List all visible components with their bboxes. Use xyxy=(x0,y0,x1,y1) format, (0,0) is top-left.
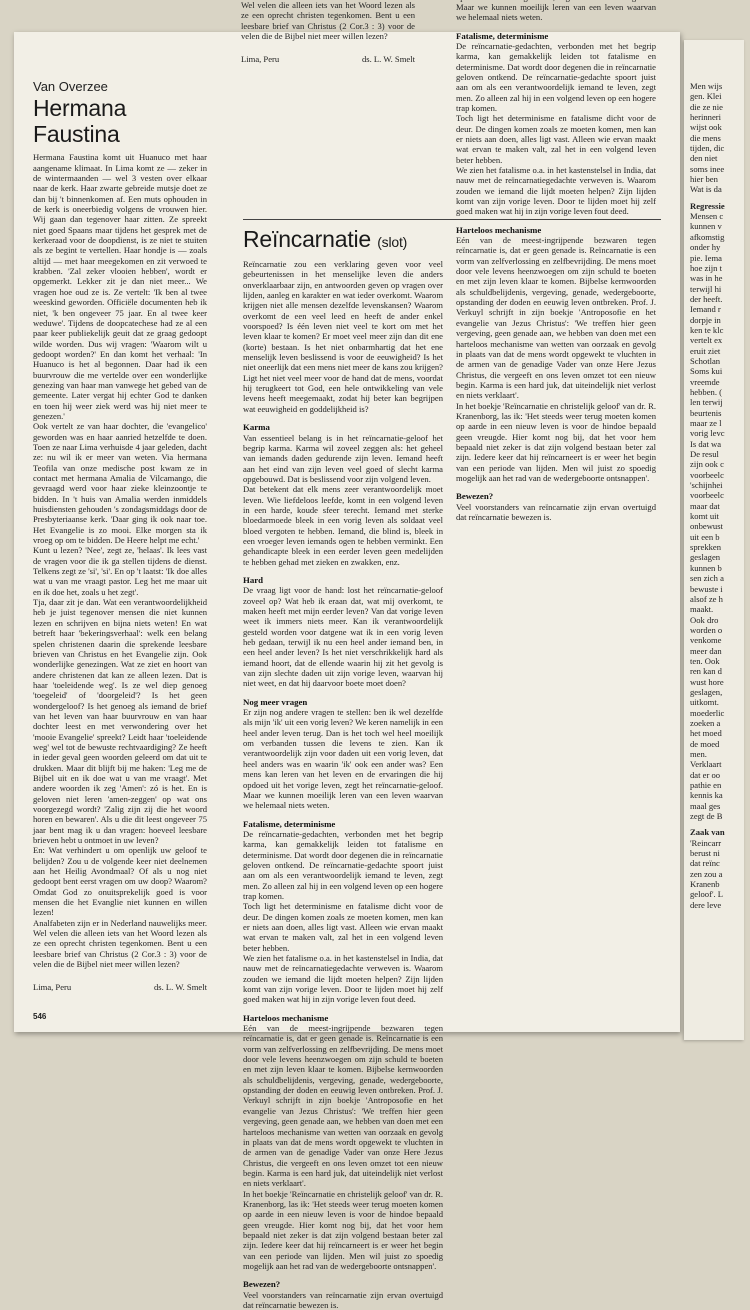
section-heading: Fatalisme, determinisme xyxy=(456,30,549,41)
paragraph: Ook vertelt ze van haar dochter, die 'evangelico' geworden was en haar aanried hetzelfde te doen. Toen ze naar Lima verhuisde 4 jaar geleden, dacht ze: nu wil ik er meer van weten. Via hermana Teofila van onze medische post kwam ze in contact met hermana Amalia de Vilcamango, die gevraagd werd voor haar zieke kleinzoontje te bidden. In 't huis van Amalia werden inmiddels huisdiensten gehouden 's zondagsmiddags door de Presbyteriaanse kerk. 'Daar ging ik ook naar toe. Het Evangelie is zo mooi. Elke morgen sta ik vroeg op om te bidden. De Heere helpt me echt.' xyxy=(33,421,207,546)
facing-page-line: alsof ze h xyxy=(690,593,723,604)
paragraph: De vraag ligt voor de hand: lost het reïncarnatie-geloof zoveel op? Wat heb ik eraan dat, wat mij overkomt, te maken heeft met mijn eerder leven? Van dat vorige leven weet ik immers niets meer. Kan ik verantwoordelijk gesteld worden voor datgene wat ik in een vorig leven heb gedaan, terwijl ik nu een heel ander iemand ben, in een heel ander leven? Is het niet verschrikkelijk hard als iemand hoort, dat de ellende waarin hij zit het gevolg is van zijn slechte daden uit zijn vorige leven, waarvan hij niet weet, en dat hij daarvoor boete moet doen? xyxy=(243,585,443,689)
article-column-2 xyxy=(243,224,443,1310)
facing-page-line: meer dan xyxy=(690,645,722,656)
facing-page-line: Ook dro xyxy=(690,614,719,625)
facing-page-line: 'schijnhei xyxy=(690,480,723,491)
paragraph: Analfabeten zijn er in Nederland nauwelijks meer. Wel velen die alleen iets van het Woord lezen als ze een oprecht christen tegenkomen. Bent u een leesbare brief van Christus (2 Cor.3 : 3) voor de velen die de Bijbel niet meer willen lezen? xyxy=(33,917,207,970)
paragraph: Eén van de meest-ingrijpende bezwaren tegen reïncarnatie is, dat er geen genade is. Reïncarnatie is een vorm van zelfverlossing en zelfbevrijding. De mens moet door vele levens heenzwoegen om zijn schuld te boeten en met zijn leven klaar te komen. Bijbelse kernwoorden als schuldbelijdenis, vergeving, genade, wedergeboorte, opstanding der doden en eeuwig leven ontbreken. Prof. J. Verkuyl schrijft in zijn boekje 'Antroposofie en het evangelie van Jezus Christus': 'We treffen hier geen vergeving, geen genade aan, we hebben van doen met een harteloos mechanisme van wetten van oorzaak en gevolg in plaats van dat de mens wordt opgewekt te vluchten in de armen van de genadige Vader van onze Here Jezus Christus, die vergeeft en ons leven omzet tot een nieuw begin. Karma is een hard juk, dat uiteindelijk niet verlost en niets verklaart'. xyxy=(243,1023,443,1189)
facing-page-line: herinneri xyxy=(690,112,722,123)
facing-page-line: beurtenis xyxy=(690,407,722,418)
facing-page-line: venkome xyxy=(690,635,722,646)
section-label: Van Overzee xyxy=(33,79,108,94)
facing-page-line: ten. Ook xyxy=(690,655,720,666)
facing-page-line: Verklaart xyxy=(690,759,722,770)
paragraph: We zien het fatalisme o.a. in het kastenstelsel in India, dat nauw met de reïncarnatiegedachte verweven is. Waarom zouden we iemand die lijdt moeten helpen? Zijn lijden komt van zijn vorige leven. Door te lijden moet hij zelf goed maken wat hij in zijn vorige leven fout deed. xyxy=(456,165,656,217)
facing-page-line: den niet xyxy=(690,153,718,164)
facing-page-line: Men wijs xyxy=(690,81,723,91)
facing-page-line: zijn ook c xyxy=(690,459,724,470)
facing-page-line: len terwij xyxy=(690,397,723,408)
facing-page-line: wust hore xyxy=(690,676,724,687)
facing-page-line: Soms kui xyxy=(690,366,723,377)
facing-page-line: onder hy xyxy=(690,242,721,253)
facing-page-line: maakt. xyxy=(690,604,714,615)
facing-page-line: de moed xyxy=(690,738,720,749)
facing-page-line: tijden, dic xyxy=(690,143,725,154)
facing-page-line: 'Reincarr xyxy=(690,837,722,848)
facing-page-line: terwijl hi xyxy=(690,283,722,294)
facing-page-line: Zaak van xyxy=(690,827,725,838)
facing-page-line: voorbeelc xyxy=(690,469,724,480)
facing-page-line: pathie en xyxy=(690,780,722,791)
paragraph: Dat betekent dat elk mens zeer verantwoordelijk moet leven. Wie liefdeloos leefde, komt in een volgend leven in een harde, koude sfeer terecht. Iemand met sterke bloedarmoede bleek in een vorig leven als soldaat veel bloed vergoten te hebben. Iemand, die blind is, bleek in een vroeger leven iemands ogen te hebben verminkt. Een gehandicapte bleek in een eerder leven geen medelijden te hebben gehad met zieken en zwakken, enz. xyxy=(243,484,443,567)
paragraph: In het boekje 'Reïncarnatie en christelijk geloof' van dr. R. Kranenborg, las ik: 'Het steeds weer terug moeten komen op aarde in een nieuw leven is voor de hindoe bepaald geen vreugde. Hier komt nog bij, dat het voor hem bepaald niet zeker is dat zijn volgend bestaan beter zal zijn. Iedere keer dat hij reïncarneert is er weer het begin van een periode van lijden. Men wil juist zo spoedig mogelijk aan het rad van de wedergeboorte ontsnappen'. xyxy=(456,400,656,483)
section-heading: Harteloos mechanisme xyxy=(456,224,542,235)
facing-page-line: Regressie xyxy=(690,200,725,211)
facing-page-line: vreemde xyxy=(690,376,720,387)
section-heading: Karma xyxy=(243,422,270,433)
paragraph: We zien het fatalisme o.a. in het kastenstelsel in India, dat nauw met de reïncarnatiegedachte verweven is. Waarom zouden we iemand die lijdt moeten helpen? Zijn lijden komt van zijn vorige leven. Door te lijden moet hij zelf goed maken wat hij in zijn vorige leven fout deed. xyxy=(243,953,443,1005)
article-column-1-continued xyxy=(241,0,415,216)
paragraph: De reïncarnatie-gedachten, verbonden met het begrip karma, kan gemakkelijk leiden tot fatalisme en determinisme. Dat wordt door degenen die in reïncarnatie geloven ontkend. De reïncarnatie-gedachte spoort juist aan om als een verantwoordelijk iemand te leven, zegt men. Zo alleen zal hij in een volgend leven op een hogere trap komen. xyxy=(243,828,443,901)
article-body xyxy=(33,152,207,992)
facing-page xyxy=(684,40,744,1040)
facing-page-line: maar dat xyxy=(690,500,720,511)
article-column-1 xyxy=(33,79,207,1010)
facing-page-line: Wat is da xyxy=(690,184,722,195)
page-number: 546 xyxy=(33,1012,47,1021)
article-subtitle: (slot) xyxy=(377,234,408,250)
paragraph: Kunt u lezen? 'Nee', zegt ze, 'helaas'. Ik lees vast de vragen voor die ik ga stellen tijdens de dienst. Telkens zegt ze 'si', 'si'. En op 't laatst: 'Ik doe alles wat u van me vraagt pastor. Leg het me maar uit en ik doe het, zoals u het zegt'. xyxy=(33,545,207,597)
article-title: Hermana Faustina xyxy=(33,95,127,148)
facing-page-line: kennis ka xyxy=(690,790,723,801)
facing-page-line: vertelt ex xyxy=(690,335,723,346)
section-heading: Hard xyxy=(243,574,264,585)
section-heading: Bewezen? xyxy=(456,491,494,502)
facing-page-line: Mensen c xyxy=(690,211,724,222)
facing-page-line: hebben. ( xyxy=(690,386,722,397)
reincarnatie-article xyxy=(243,224,443,1310)
facing-page-line: gen. Klei xyxy=(690,91,722,102)
reincarnatie-article xyxy=(456,0,656,522)
article-title-text: Reïncarnatie xyxy=(243,226,372,252)
paragraph: Toch ligt het determinisme en fatalisme dicht voor de deur. De dingen komen zoals ze moeten komen, men kan er niets aan doen, alles ligt vast. Alleen wie ervan maakt wat ervan te maken valt, zal het in een volgend leven beter hebben. xyxy=(243,901,443,953)
article-column-2-continued xyxy=(456,1,656,1012)
paragraph: Er zijn nog andere vragen te stellen: ben ik wel dezelfde als mijn 'ik' uit een vorig leven? We keren namelijk in een heel ander leven terug. Dan is het toch wel heel moeilijk om verbanden tussen die levens te zien. Kan ik verantwoordelijk zijn voor daden uit een vorig leven, dat heel anders was en waarin 'ik' ook een ander was? Een mens kan leren van het leven en de ervaringen die hij opdoed uit het vorige leven, zegt het reïncarnatie-geloof. Maar we kunnen moeilijk leren van een leven waarvan we helemaal niets weten. xyxy=(243,707,443,811)
signature xyxy=(33,982,207,992)
facing-page-line: men. xyxy=(690,749,707,759)
facing-page-line: dorpje in xyxy=(690,314,721,325)
faustina-article xyxy=(33,79,207,992)
facing-page-line: berust ni xyxy=(690,848,720,859)
facing-page-line: hoe zijn t xyxy=(690,262,722,273)
faustina-article xyxy=(241,0,415,64)
paragraph: En: Wat verhindert u om openlijk uw geloof te belijden? Zou u de volgende keer niet deelnemen aan het Heilig Avondmaal? Of als u nog niet gedoopt bent eerst vragen om uw doop? Waarom? Omdat God zo onuitsprekelijk goed is voor mensen die het Evanglie niet kunnen en willen lezen! xyxy=(33,845,207,918)
facing-page-line: worden o xyxy=(690,624,723,635)
section-heading: Nog meer vragen xyxy=(243,696,308,707)
facing-page-line: komt uit xyxy=(690,511,719,522)
signature-author: ds. L. W. Smelt xyxy=(153,981,207,992)
facing-page-line: soms inee xyxy=(690,163,725,174)
facing-page-line: voorbeelc xyxy=(690,490,724,501)
article-title xyxy=(243,226,443,255)
facing-page-line: kunnen b xyxy=(690,562,722,573)
facing-page-line: Schotlan xyxy=(690,355,721,366)
section-heading: Fatalisme, determinisme xyxy=(243,818,336,829)
facing-page-line: dat er oo xyxy=(690,769,721,780)
facing-page-column xyxy=(690,81,750,910)
facing-page-line: ken te klc xyxy=(690,324,724,335)
facing-page-line: uitkomt. xyxy=(690,697,719,708)
facing-page-line: geslagen xyxy=(690,552,721,563)
facing-page-line: die ze nie xyxy=(690,101,723,112)
facing-page-line: maal ges xyxy=(690,800,721,811)
facing-page-line: zoeken a xyxy=(690,717,721,728)
facing-page-line: dere leve xyxy=(690,899,722,910)
facing-page-line: pie. Iema xyxy=(690,252,722,263)
facing-page-line: sen zich a xyxy=(690,573,724,584)
paragraph: De reïncarnatie-gedachten, verbonden met het begrip karma, kan gemakkelijk leiden tot fatalisme en determinisme. Dat wordt door degenen die in reïncarnatie geloven ontkend. De reïncarnatie-gedachte spoort juist aan om als een verantwoordelijk iemand te leven, zegt men. Zo alleen zal hij in een volgend leven op een hogere trap komen. xyxy=(456,40,656,113)
facing-page-line: bewuste i xyxy=(690,583,723,594)
facing-page-line: ren kan d xyxy=(690,666,722,677)
paragraph: Van essentieel belang is in het reïncarnatie-geloof het begrip karma. Karma wil zoveel zeggen als: het geheel van iemands daden gedurende zijn leven. Iemand heeft aan het eind van zijn leven veel goed of slecht karma opgebouwd. Dat is beslissend voor zijn volgend leven. xyxy=(243,432,443,484)
facing-page-line: Is dat wa xyxy=(690,438,722,449)
facing-page-line: eruit ziet xyxy=(690,345,721,356)
paragraph: Eén van de meest-ingrijpende bezwaren tegen reïncarnatie is, dat er geen genade is. Reïncarnatie is een vorm van zelfverlossing en zelfbevrijding. De mens moet door vele levens heenzwoegen om zijn schuld te boeten en met zijn leven klaar te komen. Bijbelse kernwoorden als schuldbelijdenis, vergeving, genade, wedergeboorte, opstanding der doden en eeuwig leven ontbreken. Prof. J. Verkuyl schrijft in zijn boekje 'Antroposofie en het evangelie van Jezus Christus': 'We treffen hier geen vergeving, geen genade aan, we hebben van doen met een harteloos mechanisme van wetten van oorzaak en gevolg in plaats van dat de mens wordt opgewekt te vluchten in de armen van de genadige Vader van onze Here Jezus Christus, die vergeeft en ons leven omzet tot een nieuw begin. Karma is een hard juk, dat uiteindelijk niet verlost en niets verklaart'. xyxy=(456,235,656,401)
paragraph: Veel voorstanders van reïncarnatie zijn ervan overtuigd dat reïncarnatie bewezen is. xyxy=(243,1289,443,1310)
facing-page-line: der heeft. xyxy=(690,293,723,304)
facing-page-line: zen zou a xyxy=(690,868,723,879)
facing-page-line: onbewust xyxy=(690,521,723,532)
facing-page-line: vorig levc xyxy=(690,428,725,439)
paragraph: Tja, daar zit je dan. Wat een verantwoordelijkheid heb je juist tegenover mensen die niet kunnen lezen en schrijven en bijna niets weten! En wat betreft haar 'bekeringsverhaal': welk een belang spelen christenen daarin die sprekende leesbare brieven van Christus en het Evangelie zijn. Ook wonderlijke genezingen. Wat ze ziet en hoort van andere christenen dat kan ze alleen lezen. Dat is haar 'toeleidende weg'. Is ze wel diep genoeg 'toegeleid' of 'doorgeleid'? Is het geen wondergeloof? Is het genoeg als iemand de brief van het leven van haar buurvrouw en van haar dochter leest en met verwondering over het 'mooie Evangelie' spreekt? Leidt haar 'toeleidende weg' wel tot de bewuste rechtvaardiging? Ze heeft in ieder geval geen woorden geleerd om dat uit te drukken. Maar dit blijft bij me haken: 'Leg me de Bijbel uit en ik doe wat u van me vraagt'. Met andere woorden ik zeg 'Amen': zó is het. En is geloven niet leren 'amen-zeggen' op wat ons voorgezegd wordt? 'Zalig zijn zij die het woord horen en bewaren'. Als u die dit leest ongeveer 75 jaar bent mag ik u dan vragen: hoeveel leesbare brieven hebt u ontmoet in uw leven? xyxy=(33,597,207,846)
paragraph: Veel voorstanders van reïncarnatie zijn ervan overtuigd dat reïncarnatie bewezen is. xyxy=(456,501,656,522)
facing-page-line: dat reïnc xyxy=(690,858,720,869)
paragraph: In het boekje 'Reïncarnatie en christelijk geloof' van dr. R. Kranenborg, las ik: 'Het steeds weer terug moeten komen op aarde in een nieuw leven is voor de hindoe bepaald geen vreugde. Hier komt nog bij, dat het voor hem bepaald niet zeker is dat zijn volgend bestaan beter zal zijn. Iedere keer dat hij reïncarneert is er weer het begin van een periode van lijden. Men wil juist zo spoedig mogelijk aan het rad van de wedergeboorte ontsnappen'. xyxy=(243,1188,443,1271)
intro-paragraph: Reïncarnatie zou een verklaring geven voor veel gebeurtenissen in het menselijke leven die anders onverklaarbaar zijn, en antwoorden geven op vragen over lijden, aanleg en karakter en wat ieder overkomt. Waarom krijgen niet alle mensen dezelfde levenskansen? Waarom overkomt de een veel leed en heeft de ander enkel voorspoed? Is één leven niet veel te kort om met het leven klaar te komen? Er moet veel meer zijn dan dit ene (korte) bestaan. Is het niet onbarmhartig dat het ene menselijk leven beslissend is voor de eeuwigheid? Is het niet oneerlijk dat een mens niet meer de kans zou krijgen? Ligt het niet veel meer voor de hand dat de mens, voordat hij terugkeert tot God, een hele ontwikkeling van vele levens heeft meegemaakt, zodat hij beter kan begrijpen wat eeuwigheid en goddelijkheid is? xyxy=(243,259,443,414)
paragraph: Wel velen die alleen iets van het Woord lezen als ze een oprecht christen tegenkomen. Bent u een leesbare brief van Christus (2 Cor.3 : 3) voor de velen die de Bijbel niet meer willen lezen? xyxy=(241,0,415,42)
paragraph: Maar we kunnen moeilijk leren van een leven waarvan we helemaal niets weten. xyxy=(456,1,656,23)
facing-page-line: De resul xyxy=(690,449,719,460)
facing-page-line: uit een b xyxy=(690,531,720,542)
facing-page-line: afkomstig xyxy=(690,231,725,242)
facing-page-line: het moed xyxy=(690,728,722,739)
signature-place: Lima, Peru xyxy=(33,981,72,992)
facing-page-line: zegt de B xyxy=(690,811,723,822)
facing-page-line: die mens xyxy=(690,132,721,143)
paragraph: Toch ligt het determinisme en fatalisme dicht voor de deur. De dingen komen zoals ze moeten komen, men kan er niets aan doen, alles ligt vast. Alleen wie ervan maakt wat ervan te maken valt, zal het in een volgend leven beter hebben. xyxy=(456,113,656,165)
facing-page-line: maar ze l xyxy=(690,418,722,428)
signature-author: ds. L. W. Smelt xyxy=(361,53,415,64)
facing-page-line: wijst ook xyxy=(690,122,722,133)
paragraph: Hermana Faustina komt uit Huanuco met haar aangename klimaat. In Lima komt ze — zeker in de wintermaanden — wel 3 vesten over elkaar naar de kerk. Haar zwarte gebreide mutsje doet ze dan bij 't binnenkomen af. Een muts ophouden in de kerk is oneerbiedig volgens de vrouwen hier. Wij gaan dan tegenover haar zitten. Ze spreekt niet goed Spaans maar tijdens het gesprek met de kerkeraad voor de doopdienst, is ze niet te stuiten als ze begint te vertellen. Haar hondje is — zoals altijd — met haar meegekomen en zit verwoed te krabben. 'Zal zeker vlooien hebben', wordt er opgemerkt. Lekker zit je dan niet meer... We vragen hoe oud ze is. Ze vertelt: 'Ik ben al twee weeskind geworden. Officiële documenten heb ik niet, 'k ben ongeveer 75 jaar. En al twee keer weduwe'. Tijdens de doopcatechese had ze al een paar keer publiekelijk geuit dat ze graag gedoopt wilde worden. Dus wij vragen: 'Waarom wilt u gedoopt worden?' En dan komt het verhaal: 'In Huanuco is het al begonnen. Daar had ik een buurvrouw die me vertelde over een wonderlijke genezing van haar man vanwege het gebed van de gemeente. Later vergat hij echter God te danken en toen hij weer ziek werd was hij niet meer te genezen.' xyxy=(33,152,207,421)
facing-page-line: geloof'. L xyxy=(690,889,724,900)
facing-page-line: kunnen v xyxy=(690,221,722,232)
facing-page-line: Kranenb xyxy=(690,879,720,890)
magazine-page xyxy=(14,0,680,1310)
facing-page-line: sprekken xyxy=(690,542,722,553)
article-body xyxy=(241,0,415,64)
facing-page-line: was in he xyxy=(690,273,723,284)
facing-page-line: hier ben xyxy=(690,174,718,185)
facing-page-line: moederlic xyxy=(690,707,725,718)
signature xyxy=(241,54,415,64)
section-heading: Bewezen? xyxy=(243,1279,281,1290)
facing-page-line: Iemand r xyxy=(690,304,721,315)
facing-page-line: geslagen, xyxy=(690,686,723,697)
signature-place: Lima, Peru xyxy=(241,53,280,64)
section-heading: Harteloos mechanisme xyxy=(243,1012,329,1023)
